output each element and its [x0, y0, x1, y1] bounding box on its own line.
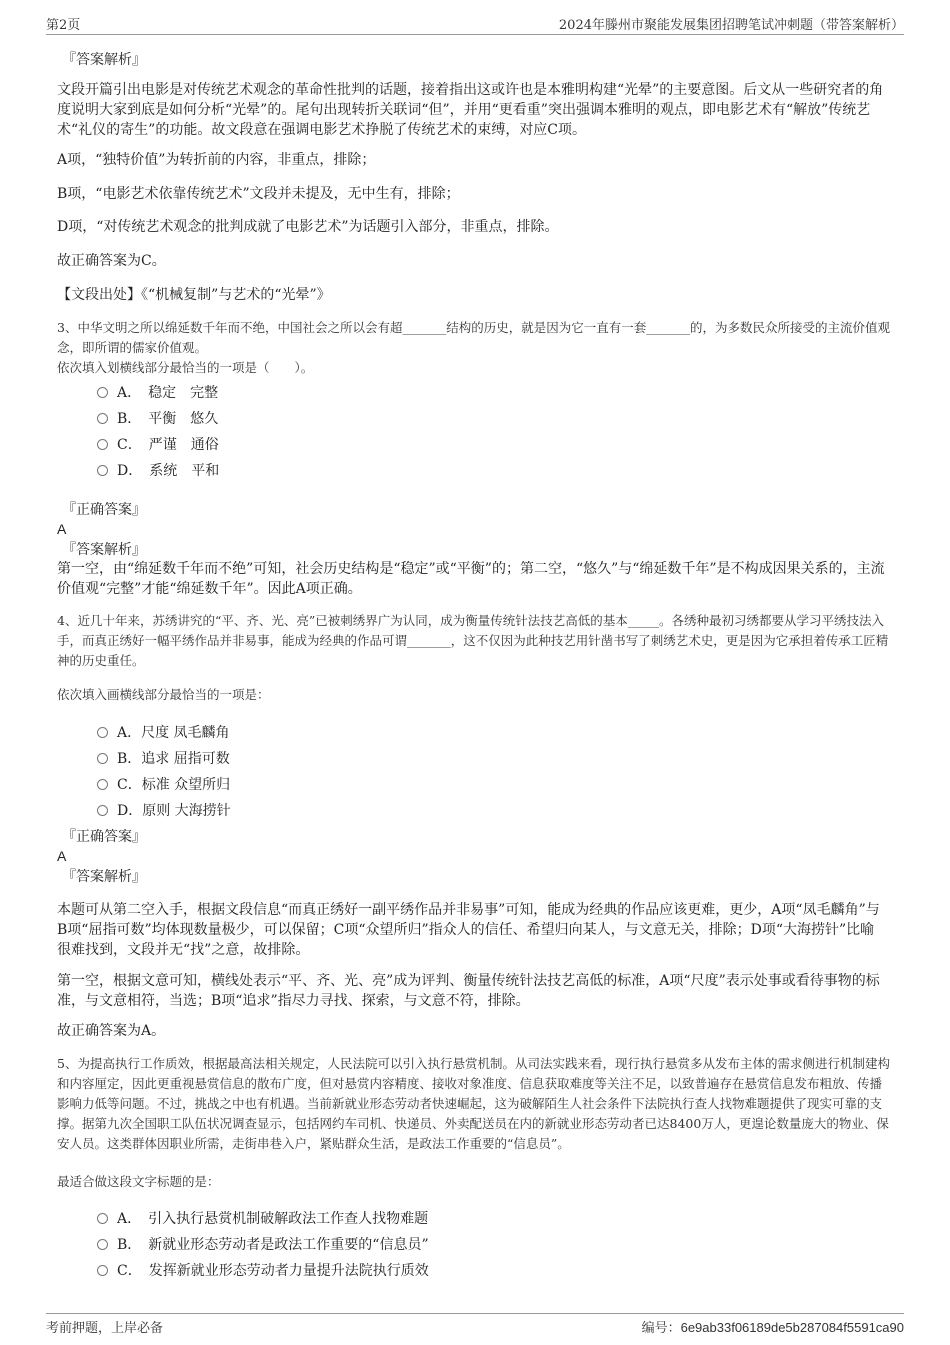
q3-option-c[interactable]: C． 严谨 通俗 — [97, 434, 219, 454]
q3-analysis-label: 『答案解析』 — [62, 542, 146, 558]
q4-conclusion: 故正确答案为A。 — [57, 1023, 166, 1039]
q5-option-c[interactable]: C． 发挥新就业形态劳动者力量提升法院执行质效 — [97, 1260, 429, 1280]
q3-answer: A — [57, 521, 67, 537]
radio-icon[interactable] — [97, 465, 108, 476]
q2-source: 【文段出处】《“机械复制”与艺术的“光晕”》 — [57, 287, 331, 303]
q5-option-b[interactable]: B． 新就业形态劳动者是政法工作重要的“信息员” — [97, 1234, 429, 1254]
q4-analysis-1: 本题可从第二空入手，根据文段信息“而真正绣好一副平绣作品并非易事”可知，能成为经典的作品应该更难，更少，A项“凤毛麟角”与B项“屈指可数”均体现数量极少，可以保留；C项“众望所归”指众人的信任、希望归向某人，与文意无关，排除；D项“大海捞针”比喻很难找到，文段并无“找”之意，故排除。 — [57, 902, 880, 958]
code-value: 6e9ab33f06189de5b287084f5591ca90 — [680, 1320, 904, 1335]
q3-option-b[interactable]: B． 平衡 悠久 — [97, 408, 218, 428]
q2-analysis-paragraph: 文段开篇引出电影是对传统艺术观念的革命性批判的话题，接着指出这或许也是本雅明构建“光晕”的主要意图。后文从一些研究者的角度说明大家到底是如何分析“光晕”的。尾句出现转折关联词“但”，并用“更看重”突出强调本雅明的观点，即电影艺术有“解放”传统艺术“礼仪的寄生”的功能。故文段意在强调电影艺术挣脱了传统艺术的束缚，对应C项。 — [57, 82, 884, 138]
q4-answer: A — [57, 848, 67, 864]
q3-option-d[interactable]: D． 系统 平和 — [97, 460, 219, 480]
q4-option-a[interactable]: A．尺度 凤毛麟角 — [97, 722, 230, 742]
page-number: 第2页 — [46, 18, 81, 33]
q3-option-a[interactable]: A． 稳定 完整 — [97, 382, 218, 402]
q4-analysis-label: 『答案解析』 — [62, 869, 146, 885]
q4-option-c[interactable]: C．标准 众望所归 — [97, 774, 230, 794]
q2-option-d-note: D项，“对传统艺术观念的批判成就了电影艺术”为话题引入部分，非重点，排除。 — [57, 219, 559, 235]
radio-icon[interactable] — [97, 727, 108, 738]
q2-conclusion: 故正确答案为C。 — [57, 253, 166, 269]
q5-option-a[interactable]: A． 引入执行悬赏机制破解政法工作查人找物难题 — [97, 1208, 428, 1228]
q4-stem: 4、近几十年来，苏绣讲究的“平、齐、光、亮”已被刺绣界广为认同，成为衡量传统针法技艺高低的基本_____。各绣种最初习绣都要从学习平绣技法入手，而真正绣好一幅平绣作品并非易事，能成为经典的作品可谓_______，这不仅因为此种技艺用针凿书写了刺绣艺术史，更是因为它承担着传承工匠精神的历史重任。 — [57, 613, 889, 668]
radio-icon[interactable] — [97, 1213, 108, 1224]
code-label: 编号： — [641, 1321, 681, 1336]
q4-prompt: 依次填入画横线部分最恰当的一项是： — [57, 687, 270, 702]
q5-prompt: 最适合做这段文字标题的是： — [57, 1174, 220, 1189]
q3-answer-label: 『正确答案』 — [62, 502, 146, 518]
page-header — [46, 14, 904, 35]
radio-icon[interactable] — [97, 413, 108, 424]
q2-option-a-note: A项，“独特价值”为转折前的内容，非重点，排除； — [57, 152, 376, 168]
q3-analysis: 第一空，由“绵延数千年而不绝”可知，社会历史结构是“稳定”或“平衡”的；第二空，“悠久”与“绵延数千年”是不构成因果关系的，主流价值观“完整”才能“绵延数千年”。因此A项正确。 — [57, 561, 885, 597]
document-code — [642, 1317, 904, 1336]
document-title: 2024年滕州市聚能发展集团招聘笔试冲刺题（带答案解析） — [558, 18, 904, 33]
q5-stem: 5、为提高执行工作质效，根据最高法相关规定，人民法院可以引入执行悬赏机制。从司法实践来看，现行执行悬赏多从发布主体的需求侧进行机制建构和内容厘定，因此更重视悬赏信息的散布广度，但对悬赏内容精度、接收对象准度、信息获取难度等关注不足，以致普遍存在悬赏信息发布粗放、传播影响力低等问题。不过，挑战之中也有机遇。当前新就业形态劳动者快速崛起，这为破解陌生人社会条件下法院执行查人找物难题提供了现实可靠的支撑。据第九次全国职工队伍状况调查显示，包括网约车司机、快递员、外卖配送员在内的新就业形态劳动者已达8400万人，更遑论数量庞大的物业、保安人员。这类群体因职业所需，走街串巷入户，紧贴群众生活，是政法工作重要的“信息员”。 — [57, 1056, 890, 1151]
radio-icon[interactable] — [97, 805, 108, 816]
radio-icon[interactable] — [97, 1239, 108, 1250]
q3-prompt: 依次填入划横线部分最恰当的一项是（ ）。 — [57, 360, 314, 375]
footer-note: 考前押题，上岸必备 — [46, 1321, 164, 1336]
page-footer — [46, 1313, 904, 1339]
q2-analysis-label: 『答案解析』 — [62, 52, 146, 68]
q4-option-b[interactable]: B．追求 屈指可数 — [97, 748, 230, 768]
radio-icon[interactable] — [97, 1265, 108, 1276]
q4-analysis-2: 第一空，根据文意可知，横线处表示“平、齐、光、亮”成为评判、衡量传统针法技艺高低的标准，A项“尺度”表示处事或看待事物的标准，与文意相符，当选；B项“追求”指尽力寻找、探索，与文意不符，排除。 — [57, 973, 880, 1009]
q4-answer-label: 『正确答案』 — [62, 829, 146, 845]
radio-icon[interactable] — [97, 779, 108, 790]
radio-icon[interactable] — [97, 387, 108, 398]
q2-option-b-note: B项，“电影艺术依靠传统艺术”文段并未提及，无中生有，排除； — [57, 186, 460, 202]
q3-stem: 3、中华文明之所以绵延数千年而不绝，中国社会之所以会有超_______结构的历史，就是因为它一直有一套_______的，为多数民众所接受的主流价值观念，即所谓的儒家价值观。 — [57, 320, 890, 355]
radio-icon[interactable] — [97, 753, 108, 764]
radio-icon[interactable] — [97, 439, 108, 450]
q4-option-d[interactable]: D．原则 大海捞针 — [97, 800, 231, 820]
